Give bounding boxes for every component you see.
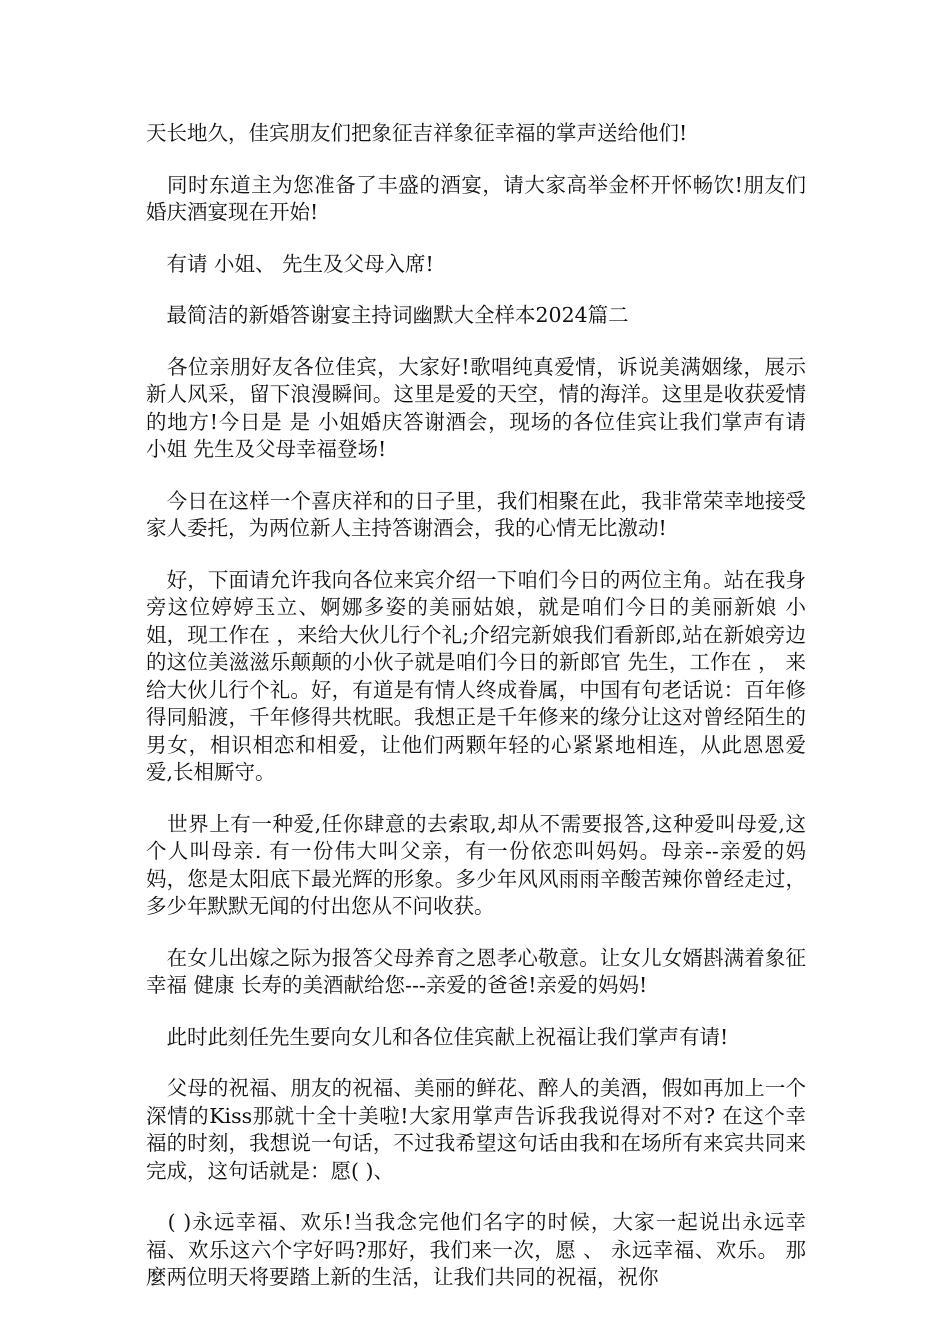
paragraph: 今日在这样一个喜庆祥和的日子里，我们相聚在此，我非常荣幸地接受 家人委托，为两位新人主持答谢酒会，我的心情无比激动! xyxy=(146,488,813,540)
paragraph: 同时东道主为您准备了丰盛的酒宴，请大家高举金杯开怀畅饮!朋友们婚庆酒宴现在开始! xyxy=(146,172,806,224)
paragraph: 此时此刻任先生要向女儿和各位佳宾献上祝福让我们掌声有请! xyxy=(146,1024,729,1049)
paragraph: 好，下面请允许我向各位来宾介绍一下咱们今日的两位主角。站在我身旁这位婷婷玉立、婀娜多姿的美丽姑娘，就是咱们今日的美丽新娘 小姐，现工作在 ，来给大伙儿行个礼;介绍完新娘我们看新郎,站在新娘旁边的这位美滋滋乐颠颠的小伙子就是咱们今日的新郎官 先生，工作在 ， 来给大伙儿行个礼。好，有道是有情人终成眷属，中国有句老话说：百年修得同船渡，千年修得共枕眠。我想正是千年修来的缘分让这对曾经陌生的男女，相识相恋和相爱，让他们两颗年轻的心紧紧地相连，从此恩恩爱爱,长相厮守。 xyxy=(146,567,806,784)
paragraph: 在女儿出嫁之际为报答父母养育之恩孝心敬意。让女儿女婿斟满着象征幸福 健康 长寿的美酒献给您---亲爱的爸爸!亲爱的妈妈! xyxy=(146,945,806,997)
paragraph: 世界上有一种爱,任你肆意的去索取,却从不需要报答,这种爱叫母爱,这个人叫母亲. 有一份伟大叫父亲，有一份依恋叫妈妈。母亲--亲爱的妈妈，您是太阳底下最光辉的形象。多少年风风雨雨辛酸苦辣你曾经走过，多少年默默无闻的付出您从不问收获。 xyxy=(146,811,806,918)
paragraph: 父母的祝福、朋友的祝福、美丽的鲜花、醉人的美酒，假如再加上一个深情的Kiss那就十全十美啦!大家用掌声告诉我我说得对不对? 在这个幸福的时刻，我想说一句话，不过我希望这句话由我和在场所有来宾共同来完成，这句话就是：愿( )、 xyxy=(146,1076,806,1183)
paragraph: 各位亲朋好友各位佳宾，大家好!歌唱纯真爱情，诉说美满姻缘，展示新人风采，留下浪漫瞬间。这里是爱的天空，情的海洋。这里是收获爱情的地方!今日是 是 小姐婚庆答谢酒会，现场的各位佳宾让我们掌声有请 小姐 先生及父母幸福登场! xyxy=(146,354,813,461)
section-heading: 最简洁的新婚答谢宴主持词幽默大全样本2024篇二 xyxy=(146,303,629,327)
paragraph: ( )永远幸福、欢乐!当我念完他们名字的时候，大家一起说出永远幸福、欢乐这六个字好吗?那好，我们来一次，愿 、 永远幸福、欢乐。 那麼两位明天将要踏上新的生活，让我们共同的祝福，祝你 xyxy=(146,1210,806,1289)
paragraph: 天长地久，佳宾朋友们把象征吉祥象征幸福的掌声送给他们! xyxy=(146,121,688,145)
document-body xyxy=(146,120,813,1316)
paragraph: 有请 小姐、 先生及父母入席! xyxy=(146,251,434,276)
